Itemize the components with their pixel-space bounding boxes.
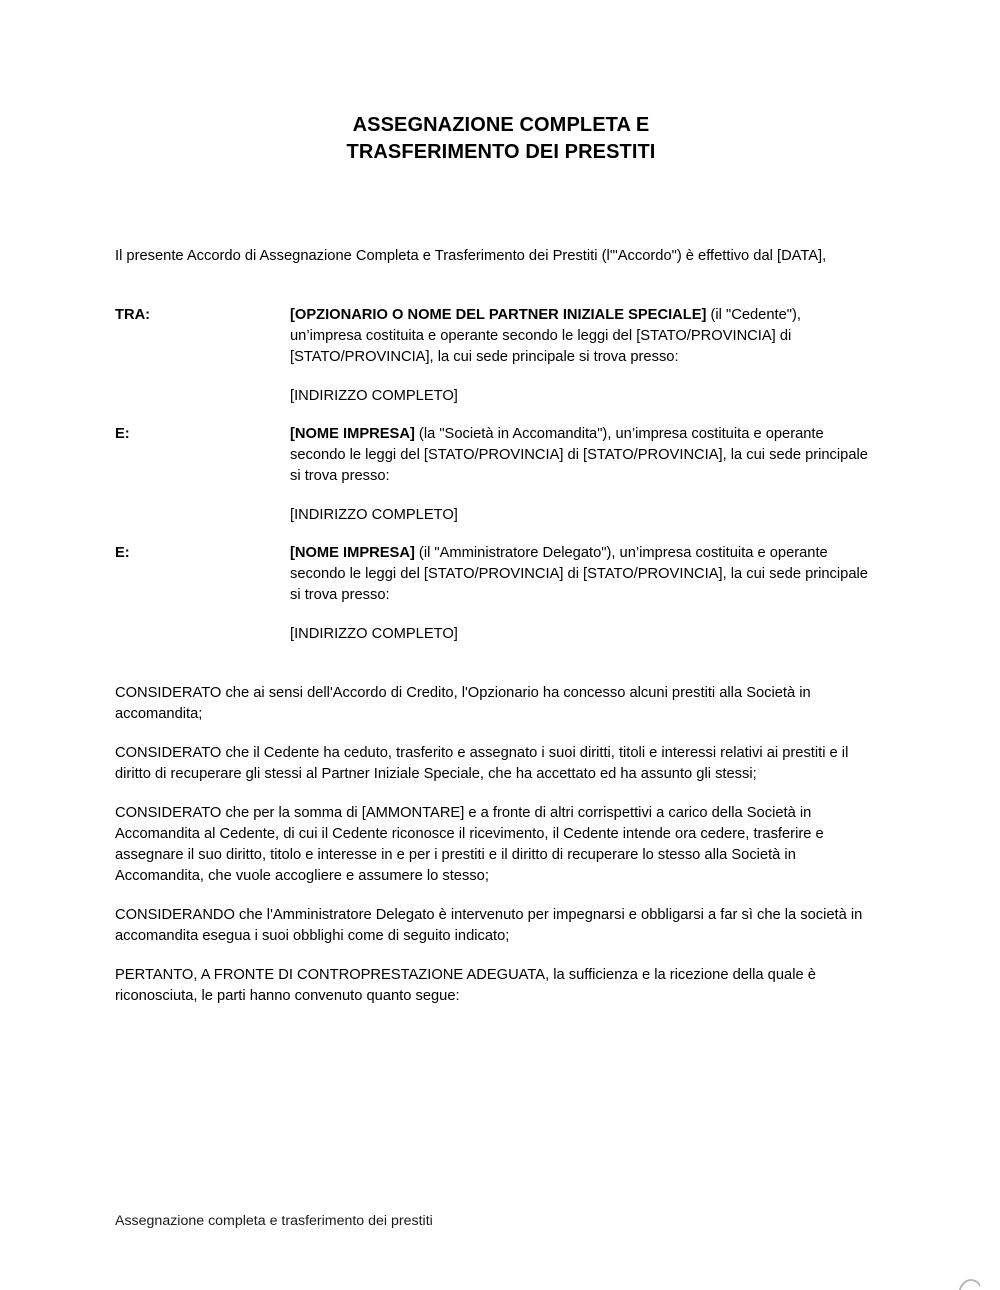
recital-paragraph: CONSIDERANDO che l'Amministratore Delegato è intervenuto per impegnarsi e obbligarsi a far sì che la società in accomandita esegua i suoi obblighi come di seguito indicato; — [115, 906, 863, 944]
party-name-managing-director: [NOME IMPRESA] — [290, 545, 415, 561]
party-address-limited-partnership: [INDIRIZZO COMPLETO] — [290, 507, 458, 523]
page-footer: Assegnazione completa e trasferimento dei prestiti — [115, 1213, 433, 1229]
party-body-managing-director — [290, 543, 875, 645]
page-title — [115, 112, 887, 166]
recital-paragraph: PERTANTO, A FRONTE DI CONTROPRESTAZIONE ADEGUATA, la sufficienza e la ricezione della quale è riconosciuta, le parti hanno convenuto quanto segue: — [115, 966, 816, 1004]
party-block-assignor — [115, 305, 887, 407]
party-description-limited-partnership: (la "Società in Accomandita"), un’impresa costituita e operante secondo le leggi del [STATO/PROVINCIA] di [STATO/PROVINCIA], la cui sede principale si trova presso: — [290, 426, 868, 484]
party-body-limited-partnership — [290, 424, 875, 526]
party-block-managing-director — [115, 543, 887, 645]
parties-section — [115, 305, 887, 662]
party-name-limited-partnership: [NOME IMPRESA] — [290, 426, 415, 442]
intro-paragraph: Il presente Accordo di Assegnazione Completa e Trasferimento dei Prestiti (l'"Accordo") è effettivo dal [DATA], — [115, 247, 827, 264]
party-body-assignor — [290, 305, 875, 407]
party-label-e-1: E: — [115, 426, 130, 442]
party-description-managing-director: (il "Amministratore Delegato"), un’impresa costituita e operante secondo le leggi del [STATO/PROVINCIA] di [STATO/PROVINCIA], la cui sede principale si trova presso: — [290, 545, 868, 603]
recital-paragraph: CONSIDERATO che per la somma di [AMMONTARE] e a fronte di altri corrispettivi a carico della Società in Accomandita al Cedente, di cui il Cedente riconosce il ricevimento, il Cedente intende ora cedere, trasferire e assegnare il suo diritto, titolo e interesse in e per i prestiti e il diritto di recuperare lo stesso alla Società in Accomandita, che vuole accogliere e assumere lo stesso; — [115, 804, 824, 884]
recital-paragraph: CONSIDERATO che ai sensi dell'Accordo di Credito, l'Opzionario ha concesso alcuni prestiti alla Società in accomandita; — [115, 684, 811, 722]
page-corner-mark-icon — [958, 1279, 980, 1290]
recitals-section — [115, 668, 887, 1007]
party-block-limited-partnership — [115, 424, 887, 526]
corner-arc-shape — [958, 1279, 980, 1290]
party-name-assignor: [OPZIONARIO O NOME DEL PARTNER INIZIALE SPECIALE] — [290, 307, 707, 323]
party-label-tra: TRA: — [115, 307, 151, 323]
party-description-assignor: (il "Cedente"), un’impresa costituita e operante secondo le leggi del [STATO/PROVINCIA] di [STATO/PROVINCIA], la cui sede principale si trova presso: — [290, 307, 801, 365]
page-title-line-2: TRASFERIMENTO DEI PRESTITI — [346, 141, 656, 163]
page-title-line-1: ASSEGNAZIONE COMPLETA E — [352, 114, 650, 136]
party-address-assignor: [INDIRIZZO COMPLETO] — [290, 388, 458, 404]
recital-paragraph: CONSIDERATO che il Cedente ha ceduto, trasferito e assegnato i suoi diritti, titoli e interessi relativi ai prestiti e il diritto di recuperare gli stessi al Partner Iniziale Speciale, che ha accettato ed ha assunto gli stessi; — [115, 744, 849, 782]
party-address-managing-director: [INDIRIZZO COMPLETO] — [290, 626, 458, 642]
party-label-e-2: E: — [115, 545, 130, 561]
